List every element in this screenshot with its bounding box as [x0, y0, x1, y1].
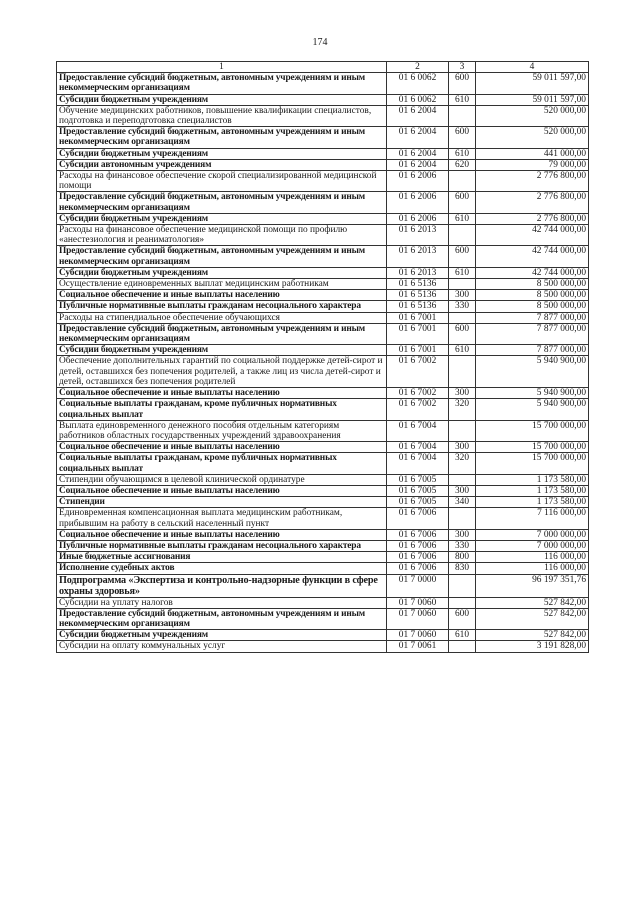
row-amount: 15 700 000,00 — [476, 442, 589, 453]
table-row — [57, 356, 589, 388]
row-target-article: 01 7 0061 — [387, 641, 449, 652]
header-col-1: 1 — [57, 62, 387, 73]
row-amount: 79 000,00 — [476, 159, 589, 170]
row-name: Подпрограмма «Экспертиза и контрольно-надзорные функции в сфере охраны здоровья» — [57, 574, 387, 597]
row-amount: 8 500 000,00 — [476, 290, 589, 301]
row-expense-type — [449, 641, 476, 652]
table-row — [57, 420, 589, 441]
table-row — [57, 388, 589, 399]
row-name: Выплата единовременного денежного пособия отдельным категориям работников областных государственных учреждений здравоохранения — [57, 420, 387, 441]
row-amount: 2 776 800,00 — [476, 171, 589, 192]
table-row — [57, 345, 589, 356]
table-row — [57, 574, 589, 597]
row-target-article: 01 6 2013 — [387, 267, 449, 278]
row-amount: 116 000,00 — [476, 552, 589, 563]
row-expense-type: 600 — [449, 192, 476, 213]
row-amount: 2 776 800,00 — [476, 192, 589, 213]
row-name: Социальное обеспечение и иные выплаты населению — [57, 485, 387, 496]
row-expense-type: 300 — [449, 485, 476, 496]
row-amount: 1 173 580,00 — [476, 497, 589, 508]
row-expense-type — [449, 420, 476, 441]
row-target-article: 01 6 2006 — [387, 171, 449, 192]
row-name: Субсидии бюджетным учреждениям — [57, 630, 387, 641]
row-name: Публичные нормативные выплаты гражданам несоциального характера — [57, 540, 387, 551]
table-row — [57, 399, 589, 420]
row-target-article: 01 6 7006 — [387, 552, 449, 563]
row-target-article: 01 6 2004 — [387, 148, 449, 159]
row-target-article: 01 6 7004 — [387, 453, 449, 474]
row-target-article: 01 6 7001 — [387, 323, 449, 344]
row-name: Расходы на финансовое обеспечение скорой специализированной медицинской помощи — [57, 171, 387, 192]
row-expense-type: 330 — [449, 301, 476, 312]
row-target-article: 01 6 7006 — [387, 508, 449, 529]
row-target-article: 01 6 7001 — [387, 312, 449, 323]
row-amount: 15 700 000,00 — [476, 420, 589, 441]
row-amount: 1 173 580,00 — [476, 474, 589, 485]
table-row — [57, 597, 589, 608]
row-expense-type: 300 — [449, 290, 476, 301]
row-expense-type: 610 — [449, 94, 476, 105]
table-row — [57, 529, 589, 540]
row-amount: 8 500 000,00 — [476, 279, 589, 290]
row-name: Единовременная компенсационная выплата медицинским работникам, прибывшим на работу в сельский населенный пункт — [57, 508, 387, 529]
row-name: Стипендии — [57, 497, 387, 508]
table-row — [57, 552, 589, 563]
row-target-article: 01 6 2004 — [387, 127, 449, 148]
header-col-3: 3 — [449, 62, 476, 73]
row-expense-type: 600 — [449, 73, 476, 94]
table-row — [57, 540, 589, 551]
row-amount: 7 000 000,00 — [476, 529, 589, 540]
row-target-article: 01 6 5136 — [387, 290, 449, 301]
row-name: Обеспечение дополнительных гарантий по социальной поддержке детей-сирот и детей, оставшихся без попечения родителей, а также лиц из числа детей-сирот и детей, оставшихся без попечения родителей — [57, 356, 387, 388]
row-amount: 7 000 000,00 — [476, 540, 589, 551]
table-row — [57, 608, 589, 629]
row-target-article: 01 6 5136 — [387, 301, 449, 312]
row-amount: 7 877 000,00 — [476, 323, 589, 344]
row-expense-type: 620 — [449, 159, 476, 170]
table-header-row — [57, 62, 589, 73]
row-target-article: 01 6 7002 — [387, 356, 449, 388]
row-target-article: 01 6 7006 — [387, 540, 449, 551]
row-target-article: 01 6 2004 — [387, 105, 449, 126]
row-name: Публичные нормативные выплаты гражданам несоциального характера — [57, 301, 387, 312]
row-amount: 5 940 900,00 — [476, 356, 589, 388]
table-row — [57, 453, 589, 474]
row-amount: 15 700 000,00 — [476, 453, 589, 474]
row-expense-type: 600 — [449, 127, 476, 148]
row-expense-type — [449, 279, 476, 290]
row-name: Исполнение судебных актов — [57, 563, 387, 574]
row-target-article: 01 6 0062 — [387, 94, 449, 105]
row-expense-type: 610 — [449, 345, 476, 356]
budget-table — [56, 61, 589, 653]
table-row — [57, 213, 589, 224]
row-target-article: 01 6 7005 — [387, 474, 449, 485]
table-row — [57, 192, 589, 213]
row-expense-type: 300 — [449, 388, 476, 399]
row-target-article: 01 6 7001 — [387, 345, 449, 356]
row-name: Расходы на финансовое обеспечение медицинской помощи по профилю «анестезиология и реаниматология» — [57, 225, 387, 246]
row-target-article: 01 6 0062 — [387, 73, 449, 94]
row-expense-type: 300 — [449, 442, 476, 453]
row-amount: 3 191 828,00 — [476, 641, 589, 652]
row-expense-type: 610 — [449, 267, 476, 278]
table-row — [57, 563, 589, 574]
row-name: Предоставление субсидий бюджетным, автономным учреждениям и иным некоммерческим организациям — [57, 127, 387, 148]
row-expense-type: 320 — [449, 399, 476, 420]
table-row — [57, 290, 589, 301]
row-amount: 8 500 000,00 — [476, 301, 589, 312]
row-amount: 520 000,00 — [476, 105, 589, 126]
row-name: Предоставление субсидий бюджетным, автономным учреждениям и иным некоммерческим организациям — [57, 323, 387, 344]
row-target-article: 01 6 7002 — [387, 388, 449, 399]
row-name: Социальные выплаты гражданам, кроме публичных нормативных социальных выплат — [57, 453, 387, 474]
row-amount: 42 744 000,00 — [476, 267, 589, 278]
row-amount: 527 842,00 — [476, 608, 589, 629]
row-name: Социальное обеспечение и иные выплаты населению — [57, 442, 387, 453]
row-name: Субсидии бюджетным учреждениям — [57, 148, 387, 159]
row-amount: 7 877 000,00 — [476, 345, 589, 356]
row-target-article: 01 6 7004 — [387, 420, 449, 441]
row-expense-type — [449, 105, 476, 126]
row-amount: 5 940 900,00 — [476, 388, 589, 399]
row-amount: 59 011 597,00 — [476, 73, 589, 94]
row-expense-type — [449, 225, 476, 246]
row-target-article: 01 7 0000 — [387, 574, 449, 597]
table-row — [57, 323, 589, 344]
row-target-article: 01 7 0060 — [387, 597, 449, 608]
row-amount: 42 744 000,00 — [476, 246, 589, 267]
table-row — [57, 171, 589, 192]
row-expense-type: 600 — [449, 323, 476, 344]
row-expense-type — [449, 171, 476, 192]
row-name: Субсидии бюджетным учреждениям — [57, 345, 387, 356]
row-expense-type: 600 — [449, 246, 476, 267]
table-row — [57, 279, 589, 290]
row-expense-type: 610 — [449, 148, 476, 159]
row-expense-type: 610 — [449, 213, 476, 224]
row-name: Предоставление субсидий бюджетным, автономным учреждениям и иным некоммерческим организациям — [57, 246, 387, 267]
row-name: Субсидии автономным учреждениям — [57, 159, 387, 170]
row-name: Стипендии обучающимся в целевой клинической ординатуре — [57, 474, 387, 485]
row-amount: 59 011 597,00 — [476, 94, 589, 105]
row-amount: 527 842,00 — [476, 597, 589, 608]
table-row — [57, 267, 589, 278]
row-amount: 116 000,00 — [476, 563, 589, 574]
row-target-article: 01 6 2004 — [387, 159, 449, 170]
row-amount: 441 000,00 — [476, 148, 589, 159]
row-target-article: 01 6 7006 — [387, 529, 449, 540]
row-target-article: 01 6 7004 — [387, 442, 449, 453]
table-row — [57, 127, 589, 148]
row-name: Предоставление субсидий бюджетным, автономным учреждениям и иным некоммерческим организациям — [57, 73, 387, 94]
row-name: Предоставление субсидий бюджетным, автономным учреждениям и иным некоммерческим организациям — [57, 608, 387, 629]
row-name: Социальные выплаты гражданам, кроме публичных нормативных социальных выплат — [57, 399, 387, 420]
row-name: Социальное обеспечение и иные выплаты населению — [57, 290, 387, 301]
row-expense-type — [449, 356, 476, 388]
row-name: Субсидии на уплату налогов — [57, 597, 387, 608]
table-row — [57, 246, 589, 267]
table-row — [57, 508, 589, 529]
table-row — [57, 442, 589, 453]
table-row — [57, 148, 589, 159]
row-name: Иные бюджетные ассигнования — [57, 552, 387, 563]
row-name: Социальное обеспечение и иные выплаты населению — [57, 388, 387, 399]
row-amount: 7 877 000,00 — [476, 312, 589, 323]
row-amount: 5 940 900,00 — [476, 399, 589, 420]
row-target-article: 01 6 2006 — [387, 192, 449, 213]
row-target-article: 01 6 7006 — [387, 563, 449, 574]
row-name: Субсидии на оплату коммунальных услуг — [57, 641, 387, 652]
table-row — [57, 225, 589, 246]
row-target-article: 01 6 2013 — [387, 246, 449, 267]
table-row — [57, 159, 589, 170]
row-expense-type: 830 — [449, 563, 476, 574]
row-name: Обучение медицинских работников, повышение квалификации специалистов, подготовка и переподготовка специалистов — [57, 105, 387, 126]
row-expense-type — [449, 574, 476, 597]
row-expense-type: 600 — [449, 608, 476, 629]
row-expense-type: 320 — [449, 453, 476, 474]
row-target-article: 01 7 0060 — [387, 608, 449, 629]
row-amount: 7 116 000,00 — [476, 508, 589, 529]
table-row — [57, 485, 589, 496]
row-expense-type — [449, 312, 476, 323]
row-amount: 2 776 800,00 — [476, 213, 589, 224]
row-amount: 527 842,00 — [476, 630, 589, 641]
row-name: Субсидии бюджетным учреждениям — [57, 213, 387, 224]
row-target-article: 01 6 2006 — [387, 213, 449, 224]
table-row — [57, 94, 589, 105]
header-col-2: 2 — [387, 62, 449, 73]
row-target-article: 01 6 7005 — [387, 497, 449, 508]
row-expense-type — [449, 597, 476, 608]
row-name: Предоставление субсидий бюджетным, автономным учреждениям и иным некоммерческим организациям — [57, 192, 387, 213]
row-name: Расходы на стипендиальное обеспечение обучающихся — [57, 312, 387, 323]
row-expense-type: 800 — [449, 552, 476, 563]
row-target-article: 01 6 7005 — [387, 485, 449, 496]
row-target-article: 01 7 0060 — [387, 630, 449, 641]
row-target-article: 01 6 5136 — [387, 279, 449, 290]
table-row — [57, 105, 589, 126]
row-amount: 96 197 351,76 — [476, 574, 589, 597]
row-expense-type: 610 — [449, 630, 476, 641]
table-row — [57, 641, 589, 652]
row-expense-type: 300 — [449, 529, 476, 540]
row-name: Субсидии бюджетным учреждениям — [57, 94, 387, 105]
table-row — [57, 73, 589, 94]
row-expense-type — [449, 508, 476, 529]
row-name: Субсидии бюджетным учреждениям — [57, 267, 387, 278]
table-row — [57, 497, 589, 508]
table-row — [57, 312, 589, 323]
header-col-4: 4 — [476, 62, 589, 73]
row-name: Осуществление единовременных выплат медицинским работникам — [57, 279, 387, 290]
table-row — [57, 301, 589, 312]
row-expense-type — [449, 474, 476, 485]
row-target-article: 01 6 2013 — [387, 225, 449, 246]
row-amount: 1 173 580,00 — [476, 485, 589, 496]
row-amount: 520 000,00 — [476, 127, 589, 148]
row-name: Социальное обеспечение и иные выплаты населению — [57, 529, 387, 540]
row-expense-type: 340 — [449, 497, 476, 508]
row-target-article: 01 6 7002 — [387, 399, 449, 420]
page-number: 174 — [312, 37, 328, 48]
row-expense-type: 330 — [449, 540, 476, 551]
row-amount: 42 744 000,00 — [476, 225, 589, 246]
table-row — [57, 630, 589, 641]
table-row — [57, 474, 589, 485]
